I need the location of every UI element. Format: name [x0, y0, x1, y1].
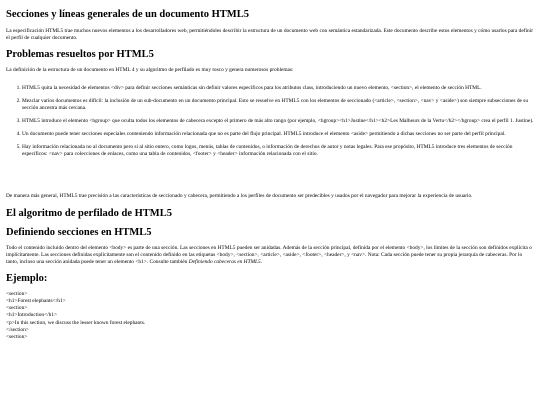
code-line: <h1>Forest elephants</h1> [6, 298, 66, 305]
defining-link-suffix: . [260, 258, 263, 265]
algorithm-heading: El algoritmo de perfilado de HTML5 [6, 207, 172, 219]
code-line: <h1>Introduction</h1> [6, 312, 58, 319]
problems-closing: De manera más general, HTML5 trae precisión a las características de seccionado y cabecera, permitiendo a los perfiles de documento ser predecibles y usados por el navegador para mejorar la experiencia de usuario. [6, 193, 473, 200]
list-item: 5. Hay información relacionada no al documento pero si al sitio entero, como logos, menús, tablas de contenidos, o información de derechos de autor y notas legales. Para ese propósito, HTML5 introduce tres elementos de sección específicos: <nav> para colecciones de enlaces, como una tabla de contenidos, <footer> y <header> información relacionada con el sitio. [22, 144, 534, 158]
example-code [6, 291, 534, 341]
code-line: </section> [6, 326, 29, 333]
page-title: Secciones y líneas generales de un documento HTML5 [6, 9, 249, 20]
spacer [6, 168, 534, 193]
list-item: 3. HTML5 introduce el elemento <hgroup> que oculta todos los elementos de cabecera excepto el primero de más alto rango (por ejemplo, <hgroup><h1>Justine</h1><h2>Les Malheurs de la Vertu</h2></hgroup> crea el perfil 1. Justine). [22, 118, 534, 125]
problems-heading: Problemas resueltos por HTML5 [6, 49, 154, 61]
defining-link[interactable]: Definiendo cabeceras en HTML5 [188, 258, 261, 265]
list-item: 4. Un documento puede tener secciones especiales conteniendo información relacionada que no es parte del flujo principal. HTML5 introduce el elemento <aside> permitiendo a dichas secciones no ser parte del perfil principal. [22, 131, 534, 138]
list-item: 2. Mezclar varios documentos es difícil: la inclusión de un sub-documento en un documento principal. Esto se resuelve en HTML5 con los elementos de seccionado (<article>, <section>, <nav> y <aside>) son siempre subsecciones de su sección ancestra más cercana. [22, 98, 534, 112]
code-line: <section> [6, 333, 28, 340]
intro-paragraph: La especificación HTML5 trae muchos nuevos elementos a los desarrolladores web, permitiéndoles describir la estructura de un documento web con semántica estandarizada. Este documento describe estos elementos y cómo usarlos para definir el perfil de cualquier documento. [6, 28, 534, 42]
defining-heading: Definiendo secciones en HTML5 [6, 226, 152, 238]
problems-lead: La definición de la estructura de un documento en HTML 4 y su algoritmo de perfilado es muy tosco y genera numerosos problemas: [6, 67, 294, 74]
code-line: <p>In this section, we discuss the lesser known forest elephants. [6, 319, 146, 326]
code-line: <section> [6, 305, 28, 312]
problems-list [6, 85, 534, 159]
defining-paragraph [6, 245, 534, 266]
list-item: 1. HTML5 quita la necesidad de elementos <div> para definir secciones semánticas sin definir valores específicos para los atributos class, introduciendo un nuevo elemento, <section>, el elemento de sección HTML. [22, 85, 534, 92]
code-line: <section> [6, 291, 28, 298]
defining-text: Todo el contenido incluido dentro del elemento <body> es parte de una sección. Las secciones en HTML5 pueden ser anidadas. Además de la sección principal, definida por el elemento <body>, los límites de la sección son definidos explícita o implícitamente. Las secciones definidas explícitamente son el contenido definido en las etiquetas <body>, <section>, <article>, <aside>, <footer>, <header>, y <nav>. Nota: Cada sección puede tener su propia jerarquía de cabeceras. Por lo tanto, incluso una sección anidada puede tener un elemento <h1>. Consulte también [6, 244, 532, 265]
example-heading: Ejemplo: [6, 273, 48, 284]
